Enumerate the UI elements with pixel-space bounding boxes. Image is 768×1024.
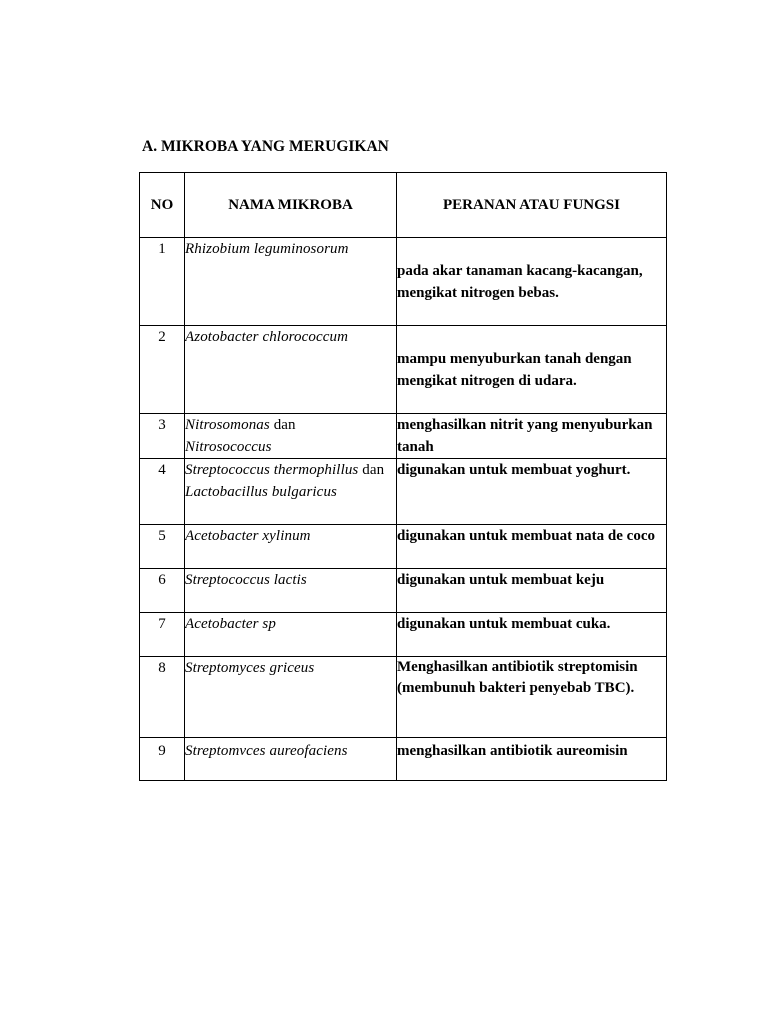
- microbe-name: Streptomyces griceus: [185, 657, 397, 738]
- microbe-role: pada akar tanaman kacang-kacangan, mengikat nitrogen bebas.: [397, 238, 667, 326]
- header-role: PERANAN ATAU FUNGSI: [397, 173, 667, 238]
- row-number: 4: [140, 459, 185, 525]
- microbe-name: [185, 414, 397, 459]
- microbe-name: Acetobacter sp: [185, 613, 397, 657]
- table-row: [140, 414, 667, 459]
- table-row: [140, 657, 667, 738]
- microbe-name: Streptomvces aureofaciens: [185, 738, 397, 781]
- microbe-role: digunakan untuk membuat nata de coco: [397, 525, 667, 569]
- row-number: 3: [140, 414, 185, 459]
- conjunction: dan: [362, 462, 385, 478]
- microbe-name: Acetobacter xylinum: [185, 525, 397, 569]
- table-header-row: [140, 173, 667, 238]
- row-number: 1: [140, 238, 185, 326]
- microbe-name-first: Nitrosomonas: [185, 417, 270, 433]
- table-row: [140, 238, 667, 326]
- microbe-name-first: Streptococcus thermophillus: [185, 462, 359, 478]
- microbe-role: menghasilkan nitrit yang menyuburkan tanah: [397, 414, 667, 459]
- row-number: 6: [140, 569, 185, 613]
- conjunction: dan: [273, 417, 296, 433]
- row-number: 2: [140, 326, 185, 414]
- microbe-role: digunakan untuk membuat yoghurt.: [397, 459, 667, 525]
- table-row: [140, 459, 667, 525]
- microbe-role: digunakan untuk membuat cuka.: [397, 613, 667, 657]
- microbe-role: menghasilkan antibiotik aureomisin: [397, 738, 667, 781]
- table-row: [140, 613, 667, 657]
- table-row: [140, 569, 667, 613]
- header-no: NO: [140, 173, 185, 238]
- table-row: [140, 738, 667, 781]
- microbe-name: Rhizobium leguminosorum: [185, 238, 397, 326]
- microbe-name-second: Lactobacillus bulgaricus: [185, 484, 337, 500]
- table-row: [140, 326, 667, 414]
- microbe-role: Menghasilkan antibiotik streptomisin (membunuh bakteri penyebab TBC).: [397, 657, 667, 738]
- microbe-table: [139, 172, 667, 781]
- row-number: 8: [140, 657, 185, 738]
- microbe-role: digunakan untuk membuat keju: [397, 569, 667, 613]
- microbe-name: [185, 459, 397, 525]
- microbe-name-second: Nitrosococcus: [185, 439, 272, 455]
- row-number: 9: [140, 738, 185, 781]
- page-title: A. MIKROBA YANG MERUGIKAN: [142, 138, 389, 155]
- header-name: NAMA MIKROBA: [185, 173, 397, 238]
- microbe-name: Streptococcus lactis: [185, 569, 397, 613]
- microbe-role: mampu menyuburkan tanah dengan mengikat nitrogen di udara.: [397, 326, 667, 414]
- row-number: 7: [140, 613, 185, 657]
- table-row: [140, 525, 667, 569]
- row-number: 5: [140, 525, 185, 569]
- microbe-name: Azotobacter chlorococcum: [185, 326, 397, 414]
